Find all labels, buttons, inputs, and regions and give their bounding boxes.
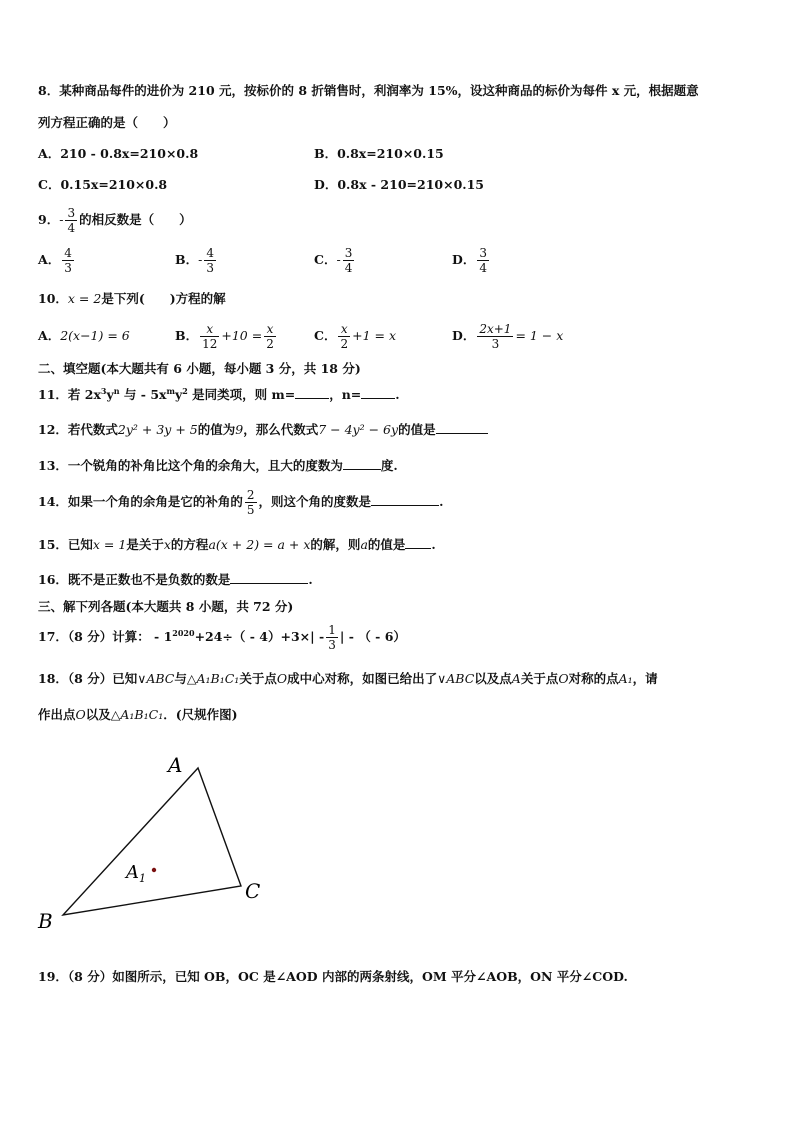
q8-line1: 8．某种商品每件的进价为 210 元，按标价的 8 折销售时，利润率为 15%，设这种商品的标价为每件 x 元，根据题意 [38,83,699,98]
q13: 13．一个锐角的补角比这个角的余角大，且大的度数为 度. [38,458,398,473]
q8-option-a: A．210 - 0.8x=210×0.8 [38,146,199,161]
triangle-abc [63,768,241,915]
q18-line1: 18．（8 分）已知∨ABC与△A₁B₁C₁关于点O成中心对称，如图已给出了∨ABC以及点A关于点O对称的点A₁，请 [38,671,658,686]
q11: 11．若 $2x^3y^n$ 与 - $5x^my^2$ 是同类项，则 m= ，n= . [38,385,400,402]
q15-blank[interactable] [405,536,431,549]
q8-option-b: B．0.8x=210×0.15 [314,146,444,161]
q15: 15．已知x = 1是关于x的方程a(x + 2) = a + x的解，则a的值是 . [38,537,436,552]
point-a1-dot [152,868,156,872]
q10-option-d: D． $\frac{2x+1}{3}$ = 1 − x [452,322,564,351]
q19: 19．（8 分）如图所示，已知 OB，OC 是∠AOD 内部的两条射线，OM 平分∠AOB，ON 平分∠COD. [38,969,628,984]
label-a1: $A_1$ [126,862,146,885]
q8-line2: 列方程正确的是（ ） [38,115,176,130]
q9-option-a: A． $\frac{4}{3}$ [38,246,72,275]
q9-option-b: B．- $\frac{4}{3}$ [175,246,214,275]
q8-option-d: D．0.8x - 210=210×0.15 [314,177,485,192]
section-solve-heading: 三、解下列各题(本大题共 8 小题，共 72 分) [38,599,294,614]
q10-stem: 10．x = 2是下列( )方程的解 [38,291,226,306]
q18-line2: 作出点O以及△A₁B₁C₁．(尺规作图) [38,707,238,722]
q8-option-c: C．0.15x=210×0.8 [38,177,168,192]
q9-option-d: D． $\frac{3}{4}$ [452,246,487,275]
q11-blank-m[interactable] [295,386,329,399]
q10-option-b: B． $\frac{x}{12}$ +10 = $\frac{x}{2}$ [175,322,274,351]
label-c: C [245,879,261,903]
q11-blank-n[interactable] [361,386,395,399]
q17: 17．（8 分）计算： - $1^{2020}+24\div( - 4)+3\times|$ - $\frac{1}{3}$ | - （ - 6） [38,623,406,652]
q14: 14．如果一个角的余角是它的补角的 $\frac{2}{5}$ ，则这个角的度数是 . [38,488,444,517]
q9-fraction: $\frac{3}{4}$ [67,206,76,235]
q16: 16．既不是正数也不是负数的数是 . [38,572,313,587]
q9-option-c: C．- $\frac{3}{4}$ [314,246,353,275]
label-a: A [168,753,183,777]
section-fill-in-heading: 二、填空题(本大题共有 6 小题，每小题 3 分，共 18 分) [38,361,361,376]
label-b: B [38,909,53,933]
q16-blank[interactable] [230,571,308,584]
q13-blank[interactable] [343,457,381,470]
q10-option-c: C． $\frac{x}{2}$ +1 = x [314,322,396,351]
q10-option-a: A．2(x−1) = 6 [38,328,130,343]
q12-blank[interactable] [436,421,488,434]
triangle-figure [30,750,290,940]
q9-stem: 9．- $\frac{3}{4}$ 的相反数是（ ） [38,206,192,235]
q12: 12．若代数式2y² + 3y + 5的值为9，那么代数式7 − 4y² − 6y的值是 [38,421,488,439]
q14-blank[interactable] [371,493,439,506]
